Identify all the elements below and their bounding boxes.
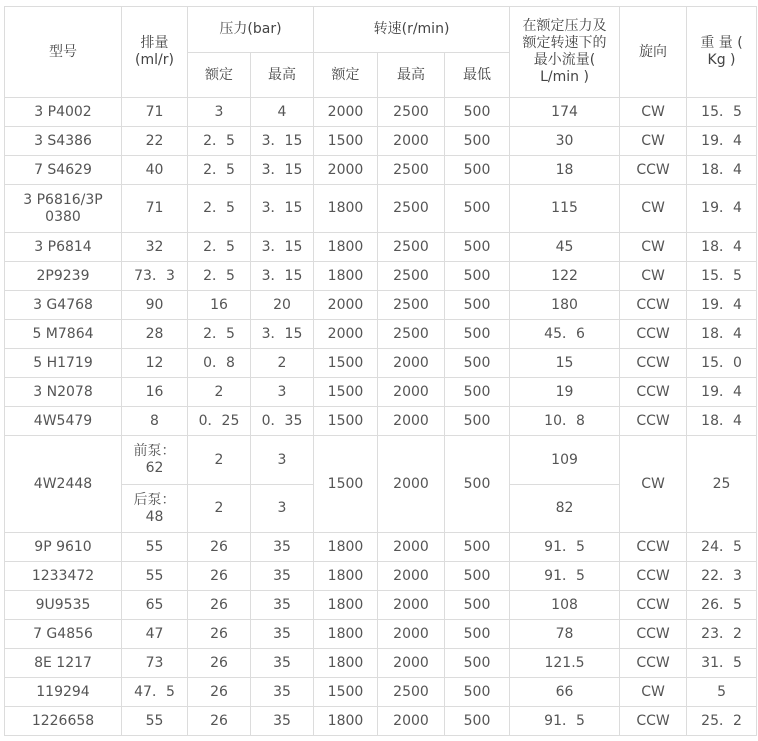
table-row bbox=[5, 407, 757, 436]
cell-model: 3 P6814 bbox=[5, 233, 122, 262]
cell-speed-max: 2500 bbox=[378, 262, 445, 291]
pump-spec-table bbox=[4, 6, 757, 736]
table-row bbox=[5, 707, 757, 736]
cell-pressure-rated: 16 bbox=[188, 291, 251, 320]
cell-rotation: CW bbox=[620, 678, 687, 707]
cell-speed-min: 500 bbox=[445, 320, 510, 349]
cell-weight: 5 bbox=[687, 678, 757, 707]
cell-rotation: CW bbox=[620, 185, 687, 233]
cell-weight: 25 bbox=[687, 436, 757, 533]
cell-model: 5 M7864 bbox=[5, 320, 122, 349]
cell-speed-max: 2000 bbox=[378, 562, 445, 591]
cell-speed-max: 2500 bbox=[378, 98, 445, 127]
cell-rotation: CCW bbox=[620, 591, 687, 620]
cell-speed-min: 500 bbox=[445, 678, 510, 707]
cell-speed-min: 500 bbox=[445, 620, 510, 649]
cell-speed-rated: 1800 bbox=[314, 620, 378, 649]
cell-model: 7 S4629 bbox=[5, 156, 122, 185]
table-row bbox=[5, 262, 757, 291]
cell-pressure-max: 35 bbox=[251, 678, 314, 707]
cell-pressure-rated: 0．25 bbox=[188, 407, 251, 436]
cell-weight: 19．4 bbox=[687, 378, 757, 407]
cell-weight: 15．5 bbox=[687, 262, 757, 291]
cell-min-flow: 15 bbox=[510, 349, 620, 378]
cell-displacement: 28 bbox=[122, 320, 188, 349]
cell-min-flow: 180 bbox=[510, 291, 620, 320]
table-row bbox=[5, 233, 757, 262]
cell-speed-min: 500 bbox=[445, 649, 510, 678]
cell-weight: 25．2 bbox=[687, 707, 757, 736]
cell-pressure-max: 0．35 bbox=[251, 407, 314, 436]
cell-displacement: 8 bbox=[122, 407, 188, 436]
header-row-1 bbox=[5, 7, 757, 53]
cell-pressure-rated: 2．5 bbox=[188, 262, 251, 291]
cell-speed-max: 2000 bbox=[378, 378, 445, 407]
cell-speed-max: 2000 bbox=[378, 620, 445, 649]
table-row-split-front bbox=[5, 436, 757, 485]
cell-speed-max: 2000 bbox=[378, 436, 445, 533]
cell-pressure-rated: 2．5 bbox=[188, 185, 251, 233]
cell-displacement: 16 bbox=[122, 378, 188, 407]
table-row bbox=[5, 378, 757, 407]
cell-weight: 19．4 bbox=[687, 291, 757, 320]
cell-weight: 23．2 bbox=[687, 620, 757, 649]
cell-weight: 18．4 bbox=[687, 233, 757, 262]
cell-speed-rated: 1800 bbox=[314, 533, 378, 562]
table-row bbox=[5, 620, 757, 649]
cell-min-flow: 45 bbox=[510, 233, 620, 262]
cell-min-flow: 45．6 bbox=[510, 320, 620, 349]
cell-model: 7 G4856 bbox=[5, 620, 122, 649]
cell-pressure-max: 3．15 bbox=[251, 320, 314, 349]
cell-weight: 15．0 bbox=[687, 349, 757, 378]
cell-speed-max: 2000 bbox=[378, 707, 445, 736]
cell-pressure-rated: 26 bbox=[188, 620, 251, 649]
cell-speed-rated: 1800 bbox=[314, 185, 378, 233]
cell-pressure-rated: 3 bbox=[188, 98, 251, 127]
cell-speed-rated: 1500 bbox=[314, 407, 378, 436]
header-pressure-rated: 额定 bbox=[188, 53, 251, 98]
cell-speed-min: 500 bbox=[445, 262, 510, 291]
cell-speed-min: 500 bbox=[445, 378, 510, 407]
cell-speed-min: 500 bbox=[445, 349, 510, 378]
cell-displacement: 40 bbox=[122, 156, 188, 185]
cell-min-flow: 91．5 bbox=[510, 707, 620, 736]
table-row bbox=[5, 649, 757, 678]
cell-min-flow: 174 bbox=[510, 98, 620, 127]
cell-speed-rated: 2000 bbox=[314, 156, 378, 185]
cell-displacement: 73 bbox=[122, 649, 188, 678]
cell-speed-rated: 1500 bbox=[314, 378, 378, 407]
cell-displacement: 71 bbox=[122, 185, 188, 233]
cell-speed-rated: 1500 bbox=[314, 127, 378, 156]
cell-displacement: 12 bbox=[122, 349, 188, 378]
cell-model: 3 P4002 bbox=[5, 98, 122, 127]
cell-displacement: 65 bbox=[122, 591, 188, 620]
cell-rotation: CCW bbox=[620, 407, 687, 436]
cell-speed-rated: 1500 bbox=[314, 678, 378, 707]
cell-weight: 18．4 bbox=[687, 320, 757, 349]
cell-pressure-rated: 26 bbox=[188, 649, 251, 678]
cell-pressure-max: 3．15 bbox=[251, 233, 314, 262]
cell-speed-min: 500 bbox=[445, 233, 510, 262]
cell-rotation: CCW bbox=[620, 533, 687, 562]
cell-displacement: 32 bbox=[122, 233, 188, 262]
cell-weight: 19．4 bbox=[687, 127, 757, 156]
cell-pressure-max: 35 bbox=[251, 649, 314, 678]
cell-speed-max: 2500 bbox=[378, 678, 445, 707]
cell-speed-min: 500 bbox=[445, 291, 510, 320]
cell-displacement: 55 bbox=[122, 562, 188, 591]
cell-pressure-rated: 0．8 bbox=[188, 349, 251, 378]
cell-pressure-max: 3．15 bbox=[251, 185, 314, 233]
cell-weight: 15．5 bbox=[687, 98, 757, 127]
header-pressure: 压力(bar) bbox=[188, 7, 314, 53]
cell-speed-min: 500 bbox=[445, 407, 510, 436]
cell-min-flow: 122 bbox=[510, 262, 620, 291]
header-pressure-max: 最高 bbox=[251, 53, 314, 98]
header-speed-min: 最低 bbox=[445, 53, 510, 98]
cell-min-flow: 121.5 bbox=[510, 649, 620, 678]
cell-min-flow: 115 bbox=[510, 185, 620, 233]
cell-model: 9P 9610 bbox=[5, 533, 122, 562]
header-rotation: 旋向 bbox=[620, 7, 687, 98]
cell-pressure-rated: 2．5 bbox=[188, 233, 251, 262]
cell-model: 1226658 bbox=[5, 707, 122, 736]
cell-speed-max: 2500 bbox=[378, 233, 445, 262]
table-row bbox=[5, 678, 757, 707]
cell-displacement: 71 bbox=[122, 98, 188, 127]
cell-speed-rated: 1500 bbox=[314, 436, 378, 533]
cell-pressure-rated: 2．5 bbox=[188, 127, 251, 156]
cell-rotation: CW bbox=[620, 436, 687, 533]
cell-min-flow: 91．5 bbox=[510, 562, 620, 591]
cell-weight: 19．4 bbox=[687, 185, 757, 233]
table-row bbox=[5, 156, 757, 185]
cell-model: 4W2448 bbox=[5, 436, 122, 533]
table-row bbox=[5, 185, 757, 233]
table-row bbox=[5, 349, 757, 378]
cell-pressure-max: 3．15 bbox=[251, 127, 314, 156]
cell-model: 8E 1217 bbox=[5, 649, 122, 678]
cell-rear-pressure-max: 3 bbox=[251, 485, 314, 533]
cell-rotation: CCW bbox=[620, 562, 687, 591]
cell-speed-rated: 1800 bbox=[314, 562, 378, 591]
cell-speed-min: 500 bbox=[445, 533, 510, 562]
cell-pressure-rated: 26 bbox=[188, 562, 251, 591]
cell-pressure-max: 35 bbox=[251, 562, 314, 591]
cell-pressure-rated: 26 bbox=[188, 707, 251, 736]
table-row bbox=[5, 98, 757, 127]
table-body-split bbox=[5, 436, 757, 533]
cell-displacement: 90 bbox=[122, 291, 188, 320]
cell-pressure-rated: 26 bbox=[188, 533, 251, 562]
table-row bbox=[5, 127, 757, 156]
table-header bbox=[5, 7, 757, 98]
cell-rotation: CW bbox=[620, 98, 687, 127]
cell-min-flow: 10．8 bbox=[510, 407, 620, 436]
cell-pressure-max: 35 bbox=[251, 707, 314, 736]
table-row bbox=[5, 591, 757, 620]
cell-weight: 22．3 bbox=[687, 562, 757, 591]
cell-rotation: CW bbox=[620, 233, 687, 262]
cell-model: 119294 bbox=[5, 678, 122, 707]
header-weight: 重 量 ( Kg ) bbox=[687, 7, 757, 98]
cell-pressure-max: 3．15 bbox=[251, 156, 314, 185]
cell-displacement: 55 bbox=[122, 707, 188, 736]
cell-rotation: CCW bbox=[620, 378, 687, 407]
cell-min-flow: 19 bbox=[510, 378, 620, 407]
cell-model: 9U9535 bbox=[5, 591, 122, 620]
header-displacement: 排量 (ml/r) bbox=[122, 7, 188, 98]
cell-rotation: CCW bbox=[620, 707, 687, 736]
cell-speed-rated: 1800 bbox=[314, 233, 378, 262]
cell-pressure-max: 35 bbox=[251, 591, 314, 620]
cell-rear-min-flow: 82 bbox=[510, 485, 620, 533]
header-speed-rated: 额定 bbox=[314, 53, 378, 98]
cell-min-flow: 30 bbox=[510, 127, 620, 156]
cell-speed-min: 500 bbox=[445, 562, 510, 591]
cell-min-flow: 91．5 bbox=[510, 533, 620, 562]
cell-weight: 31．5 bbox=[687, 649, 757, 678]
cell-speed-rated: 2000 bbox=[314, 291, 378, 320]
cell-rotation: CCW bbox=[620, 649, 687, 678]
cell-model: 1233472 bbox=[5, 562, 122, 591]
cell-rotation: CCW bbox=[620, 349, 687, 378]
cell-min-flow: 18 bbox=[510, 156, 620, 185]
cell-rear-pump-displacement: 后泵： 48 bbox=[122, 485, 188, 533]
cell-pressure-rated: 26 bbox=[188, 678, 251, 707]
cell-rotation: CCW bbox=[620, 291, 687, 320]
cell-speed-min: 500 bbox=[445, 591, 510, 620]
cell-pressure-max: 35 bbox=[251, 620, 314, 649]
cell-weight: 18．4 bbox=[687, 156, 757, 185]
cell-speed-max: 2500 bbox=[378, 320, 445, 349]
cell-front-min-flow: 109 bbox=[510, 436, 620, 485]
cell-weight: 24．5 bbox=[687, 533, 757, 562]
cell-model: 5 H1719 bbox=[5, 349, 122, 378]
table-row bbox=[5, 533, 757, 562]
cell-model: 3 S4386 bbox=[5, 127, 122, 156]
table-row bbox=[5, 291, 757, 320]
cell-weight: 26．5 bbox=[687, 591, 757, 620]
cell-speed-min: 500 bbox=[445, 707, 510, 736]
table-row bbox=[5, 562, 757, 591]
header-speed-max: 最高 bbox=[378, 53, 445, 98]
cell-speed-min: 500 bbox=[445, 436, 510, 533]
cell-speed-min: 500 bbox=[445, 127, 510, 156]
cell-pressure-rated: 2．5 bbox=[188, 156, 251, 185]
cell-front-pressure-rated: 2 bbox=[188, 436, 251, 485]
cell-displacement: 47．5 bbox=[122, 678, 188, 707]
cell-pressure-max: 3．15 bbox=[251, 262, 314, 291]
cell-rotation: CCW bbox=[620, 620, 687, 649]
cell-model: 3 P6816/3P 0380 bbox=[5, 185, 122, 233]
cell-pressure-rated: 26 bbox=[188, 591, 251, 620]
cell-displacement: 55 bbox=[122, 533, 188, 562]
cell-speed-rated: 1800 bbox=[314, 262, 378, 291]
cell-speed-rated: 1500 bbox=[314, 349, 378, 378]
cell-speed-max: 2000 bbox=[378, 349, 445, 378]
cell-displacement: 47 bbox=[122, 620, 188, 649]
cell-min-flow: 66 bbox=[510, 678, 620, 707]
cell-speed-max: 2000 bbox=[378, 407, 445, 436]
cell-speed-min: 500 bbox=[445, 98, 510, 127]
cell-speed-max: 2500 bbox=[378, 291, 445, 320]
cell-weight: 18．4 bbox=[687, 407, 757, 436]
cell-speed-rated: 2000 bbox=[314, 98, 378, 127]
cell-speed-max: 2000 bbox=[378, 591, 445, 620]
table-row bbox=[5, 320, 757, 349]
cell-rotation: CW bbox=[620, 127, 687, 156]
cell-front-pump-displacement: 前泵： 62 bbox=[122, 436, 188, 485]
cell-rotation: CW bbox=[620, 262, 687, 291]
cell-pressure-rated: 2．5 bbox=[188, 320, 251, 349]
header-model: 型号 bbox=[5, 7, 122, 98]
cell-min-flow: 108 bbox=[510, 591, 620, 620]
cell-displacement: 73．3 bbox=[122, 262, 188, 291]
cell-speed-max: 2500 bbox=[378, 156, 445, 185]
cell-speed-rated: 2000 bbox=[314, 320, 378, 349]
cell-model: 2P9239 bbox=[5, 262, 122, 291]
cell-min-flow: 78 bbox=[510, 620, 620, 649]
cell-pressure-max: 3 bbox=[251, 378, 314, 407]
cell-model: 4W5479 bbox=[5, 407, 122, 436]
cell-pressure-max: 20 bbox=[251, 291, 314, 320]
cell-front-pressure-max: 3 bbox=[251, 436, 314, 485]
cell-speed-max: 2500 bbox=[378, 185, 445, 233]
cell-speed-min: 500 bbox=[445, 156, 510, 185]
cell-speed-rated: 1800 bbox=[314, 591, 378, 620]
header-min-flow: 在额定压力及 额定转速下的 最小流量( L/min ) bbox=[510, 7, 620, 98]
cell-model: 3 N2078 bbox=[5, 378, 122, 407]
cell-speed-min: 500 bbox=[445, 185, 510, 233]
cell-model: 3 G4768 bbox=[5, 291, 122, 320]
cell-pressure-max: 2 bbox=[251, 349, 314, 378]
table-body-top bbox=[5, 98, 757, 436]
cell-pressure-rated: 2 bbox=[188, 378, 251, 407]
cell-pressure-max: 35 bbox=[251, 533, 314, 562]
cell-speed-max: 2000 bbox=[378, 533, 445, 562]
cell-speed-rated: 1800 bbox=[314, 649, 378, 678]
cell-rotation: CCW bbox=[620, 156, 687, 185]
cell-speed-max: 2000 bbox=[378, 127, 445, 156]
table-body-bottom bbox=[5, 533, 757, 736]
cell-rotation: CCW bbox=[620, 320, 687, 349]
header-speed: 转速(r/min) bbox=[314, 7, 510, 53]
cell-speed-rated: 1800 bbox=[314, 707, 378, 736]
cell-displacement: 22 bbox=[122, 127, 188, 156]
cell-rear-pressure-rated: 2 bbox=[188, 485, 251, 533]
cell-pressure-max: 4 bbox=[251, 98, 314, 127]
cell-speed-max: 2000 bbox=[378, 649, 445, 678]
